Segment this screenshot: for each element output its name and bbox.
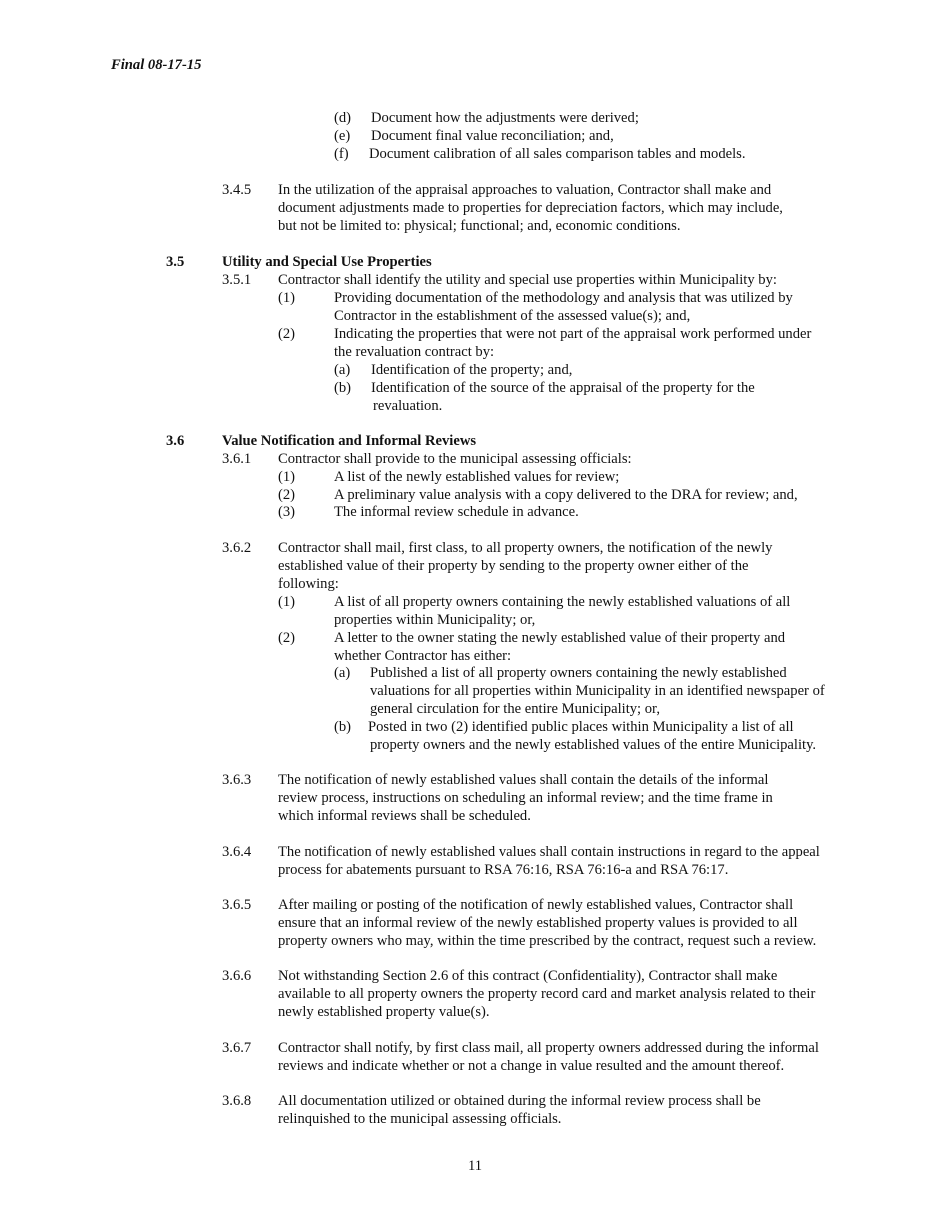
list-marker: (a)	[334, 665, 351, 681]
paragraph-line: Contractor shall provide to the municipal assessing officials:	[278, 451, 632, 467]
list-item-text: The informal review schedule in advance.	[334, 504, 579, 520]
list-marker: (a)	[334, 362, 351, 378]
paragraph-number: 3.6.6	[222, 968, 252, 984]
paragraph-line: available to all property owners the property record card and market analysis related to their	[278, 986, 816, 1002]
paragraph-line: newly established property value(s).	[278, 1004, 490, 1020]
paragraph-number: 3.4.5	[222, 182, 252, 198]
section-number: 3.6	[166, 433, 185, 449]
list-marker: (f)	[334, 146, 349, 162]
list-marker: (e)	[334, 128, 351, 144]
list-item-text: property owners and the newly established values of the entire Municipality.	[370, 737, 817, 753]
list-item-text: valuations for all properties within Municipality in an identified newspaper of	[370, 683, 825, 699]
paragraph-line: property owners who may, within the time prescribed by the contract, request such a review.	[278, 933, 817, 949]
paragraph-line: process for abatements pursuant to RSA 76:16, RSA 76:16-a and RSA 76:17.	[278, 862, 729, 878]
paragraph-line: established value of their property by sending to the property owner either of the	[278, 558, 749, 574]
section-title: Utility and Special Use Properties	[222, 254, 432, 270]
list-item-text: Indicating the properties that were not part of the appraisal work performed under	[334, 326, 812, 342]
paragraph-line: relinquished to the municipal assessing officials.	[278, 1111, 562, 1127]
list-marker: (1)	[278, 469, 296, 485]
list-marker: (3)	[278, 504, 296, 520]
list-item-text: Contractor in the establishment of the assessed value(s); and,	[334, 308, 691, 324]
list-item-text: A list of the newly established values for review;	[334, 469, 620, 485]
list-marker: (2)	[278, 487, 296, 503]
list-item-text: properties within Municipality; or,	[334, 612, 536, 628]
document-version-header: Final 08-17-15	[111, 57, 202, 73]
list-item-text: Document calibration of all sales comparison tables and models.	[369, 146, 746, 162]
list-marker: (1)	[278, 594, 296, 610]
section-title: Value Notification and Informal Reviews	[222, 433, 477, 449]
paragraph-number: 3.5.1	[222, 272, 252, 288]
list-item-text: the revaluation contract by:	[334, 344, 495, 360]
list-marker: (2)	[278, 630, 296, 646]
list-marker: (d)	[334, 110, 352, 126]
paragraph-line: Contractor shall notify, by first class mail, all property owners addressed during the informal	[278, 1040, 819, 1056]
paragraph-number: 3.6.1	[222, 451, 252, 467]
section-number: 3.5	[166, 254, 185, 270]
list-marker: (b)	[334, 380, 352, 396]
list-item-text: Document how the adjustments were derived;	[371, 110, 639, 126]
paragraph-number: 3.6.4	[222, 844, 252, 860]
paragraph-line: but not be limited to: physical; functional; and, economic conditions.	[278, 218, 681, 234]
paragraph-line: In the utilization of the appraisal approaches to valuation, Contractor shall make and	[278, 182, 772, 198]
paragraph-line: All documentation utilized or obtained during the informal review process shall be	[278, 1093, 761, 1109]
paragraph-line: document adjustments made to properties for depreciation factors, which may include,	[278, 200, 783, 216]
list-item-text: Providing documentation of the methodology and analysis that was utilized by	[334, 290, 793, 306]
list-item-text: Published a list of all property owners containing the newly established	[370, 665, 787, 681]
list-item-text: Identification of the property; and,	[371, 362, 573, 378]
paragraph-line: ensure that an informal review of the newly established property values is provided to all	[278, 915, 798, 931]
list-item-text: Posted in two (2) identified public places within Municipality a list of all	[368, 719, 794, 735]
list-item-text: revaluation.	[373, 398, 443, 414]
paragraph-line: which informal reviews shall be scheduled.	[278, 808, 531, 824]
list-item-text: Document final value reconciliation; and,	[371, 128, 614, 144]
list-item-text: A letter to the owner stating the newly established value of their property and	[334, 630, 786, 646]
paragraph-number: 3.6.5	[222, 897, 252, 913]
paragraph-line: The notification of newly established values shall contain the details of the informal	[278, 772, 769, 788]
list-item-text: general circulation for the entire Municipality; or,	[370, 701, 660, 717]
paragraph-number: 3.6.7	[222, 1040, 252, 1056]
paragraph-line: After mailing or posting of the notification of newly established values, Contractor shall	[278, 897, 794, 913]
list-marker: (1)	[278, 290, 296, 306]
list-marker: (2)	[278, 326, 296, 342]
paragraph-number: 3.6.2	[222, 540, 252, 556]
paragraph-line: reviews and indicate whether or not a change in value resulted and the amount thereof.	[278, 1058, 785, 1074]
paragraph-line: The notification of newly established values shall contain instructions in regard to the appeal	[278, 844, 820, 860]
paragraph-number: 3.6.8	[222, 1093, 252, 1109]
list-item-text: whether Contractor has either:	[334, 648, 512, 664]
list-item-text: A list of all property owners containing the newly established valuations of all	[334, 594, 791, 610]
list-item-text: A preliminary value analysis with a copy delivered to the DRA for review; and,	[334, 487, 798, 503]
paragraph-number: 3.6.3	[222, 772, 252, 788]
paragraph-line: following:	[278, 576, 339, 592]
paragraph-line: Contractor shall mail, first class, to all property owners, the notification of the newly	[278, 540, 773, 556]
page-number: 11	[467, 1158, 483, 1174]
paragraph-line: review process, instructions on scheduling an informal review; and the time frame in	[278, 790, 773, 806]
paragraph-line: Contractor shall identify the utility and special use properties within Municipality by:	[278, 272, 777, 288]
list-marker: (b)	[334, 719, 352, 735]
list-item-text: Identification of the source of the appraisal of the property for the	[371, 380, 755, 396]
paragraph-line: Not withstanding Section 2.6 of this contract (Confidentiality), Contractor shall make	[278, 968, 778, 984]
